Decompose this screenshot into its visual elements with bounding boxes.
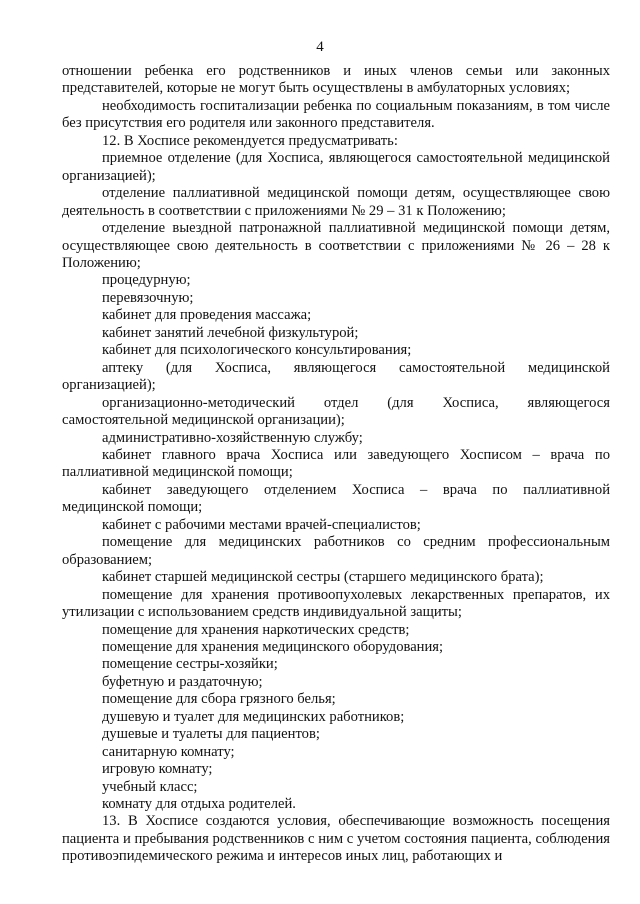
paragraph: кабинет занятий лечебной физкультурой; <box>102 324 359 341</box>
paragraph: игровую комнату; <box>102 761 213 778</box>
paragraph: приемное отделение (для Хосписа, являющегося самостоятельной медицинской организацией); <box>62 150 610 184</box>
paragraph: процедурную; <box>102 272 191 289</box>
paragraph: административно-хозяйственную службу; <box>102 429 363 446</box>
paragraph: необходимость госпитализации ребенка по социальным показаниям, в том числе без присутствия его родителя или законного представителя. <box>62 97 610 132</box>
paragraph: отделение выездной патронажной паллиативной медицинской помощи детям, осуществляющее свою деятельность в соответствии с приложениями № 26 – 28 к Положению; <box>62 220 610 271</box>
document-body <box>62 63 610 866</box>
paragraph: учебный класс; <box>102 778 198 795</box>
paragraph: кабинет главного врача Хосписа или заведующего Хосписом – врача по паллиативной медицинской помощи; <box>62 446 610 481</box>
paragraph: помещение для хранения наркотических средств; <box>102 621 410 638</box>
paragraph: 12. В Хосписе рекомендуется предусматривать: <box>102 132 398 149</box>
paragraph: перевязочную; <box>102 289 194 306</box>
paragraph: душевые и туалеты для пациентов; <box>102 726 320 743</box>
paragraph: организационно-методический отдел (для Хосписа, являющегося самостоятельной медицинской организации); <box>62 394 610 429</box>
paragraph: помещение для сбора грязного белья; <box>102 691 336 708</box>
paragraph: кабинет для проведения массажа; <box>102 307 312 324</box>
paragraph: кабинет для психологического консультирования; <box>102 342 412 359</box>
page-number: 4 <box>316 39 324 55</box>
paragraph: комнату для отдыха родителей. <box>102 796 296 813</box>
paragraph: душевую и туалет для медицинских работников; <box>102 708 405 725</box>
paragraph: аптеку (для Хосписа, являющегося самостоятельной медицинской организацией); <box>62 359 610 394</box>
paragraph: кабинет заведующего отделением Хосписа – врача по паллиативной медицинской помощи; <box>62 481 610 516</box>
paragraph: 13. В Хосписе создаются условия, обеспечивающие возможность посещения пациента и пребывания родственников с ним с учетом состояния пациента, соблюдения противоэпидемического режима и интересов иных лиц, работающих и <box>62 813 610 865</box>
paragraph: кабинет с рабочими местами врачей-специалистов; <box>102 516 421 533</box>
paragraph: помещение для хранения противоопухолевых лекарственных препаратов, их утилизации с использованием средств индивидуальной защиты; <box>62 586 610 621</box>
paragraph: помещение для хранения медицинского оборудования; <box>102 638 444 655</box>
paragraph: помещение для медицинских работников со средним профессиональным образованием; <box>62 534 610 568</box>
paragraph: отделение паллиативной медицинской помощи детям, осуществляющее свою деятельность в соответствии с приложениями № 29 – 31 к Положению; <box>62 185 610 219</box>
paragraph: кабинет старшей медицинской сестры (старшего медицинского брата); <box>102 569 544 586</box>
paragraph: отношении ребенка его родственников и иных членов семьи или законных представителей, которые не могут быть осуществлены в амбулаторных условиях; <box>62 63 610 97</box>
paragraph: буфетную и раздаточную; <box>102 673 263 690</box>
paragraph: санитарную комнату; <box>102 743 235 760</box>
paragraph: помещение сестры-хозяйки; <box>102 656 278 673</box>
